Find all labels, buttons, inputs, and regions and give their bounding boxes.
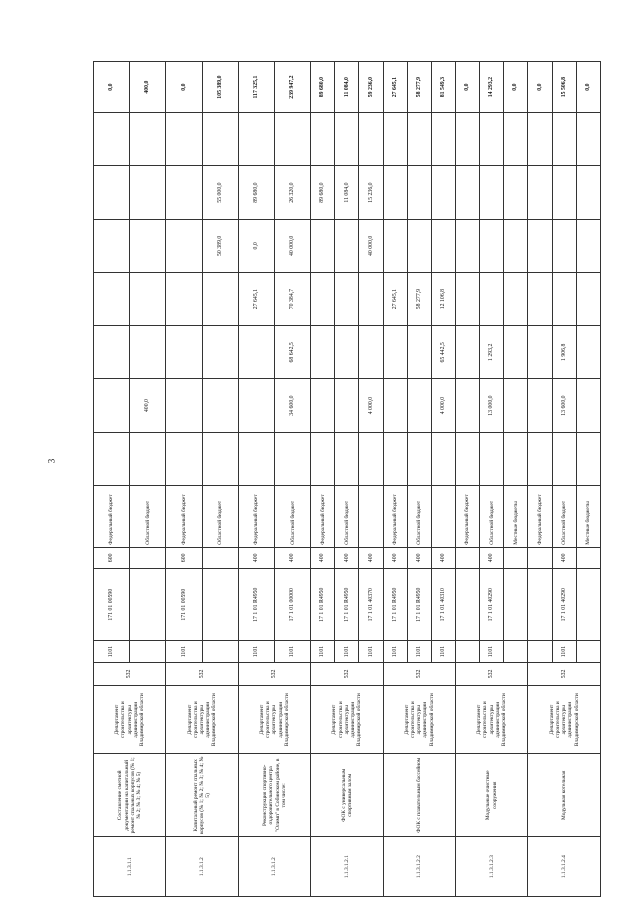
y2014-cell	[94, 432, 130, 485]
name-cell: Капитальный ремонт спальных корпусов (№ 1; № 2; № 3; № 4; № 5)	[166, 754, 238, 837]
source-cell: Областной бюджет	[407, 485, 431, 547]
y2015-cell	[311, 379, 335, 432]
y2020-cell	[275, 113, 311, 166]
grbs-cell: 532	[238, 662, 310, 685]
name-cell: Реконструкция спортивно-оздоровительного центра "Олимп" в Собинском районе, в том числе:	[238, 754, 310, 837]
y2017-cell	[335, 272, 359, 325]
rzpr-cell: 1101	[166, 641, 202, 662]
rzpr-cell: 1101	[94, 641, 130, 662]
total-cell: 400,0	[130, 62, 166, 113]
y2020-cell	[552, 113, 576, 166]
y2014-cell	[480, 432, 504, 485]
total-cell: 59 236,0	[359, 62, 383, 113]
y2019-cell	[407, 166, 431, 219]
vr-cell: 400	[407, 547, 431, 568]
y2017-cell	[576, 272, 600, 325]
y2015-cell: 13 000,0	[480, 379, 504, 432]
grbs-cell: 532	[311, 662, 383, 685]
source-cell: Областной бюджет	[275, 485, 311, 547]
y2014-cell	[383, 432, 407, 485]
y2019-cell	[383, 166, 407, 219]
rzpr-cell	[202, 641, 238, 662]
rzpr-cell: 1101	[275, 641, 311, 662]
total-cell: 11 084,0	[335, 62, 359, 113]
y2020-cell	[130, 113, 166, 166]
source-cell: Федеральный бюджет	[311, 485, 335, 547]
executor-cell: Департамент строительства и архитектуры администрации Владимирской области	[166, 686, 238, 754]
y2018-cell	[94, 219, 130, 272]
vr-cell	[576, 547, 600, 568]
csr-cell	[528, 569, 552, 641]
y2020-cell	[383, 113, 407, 166]
y2020-cell	[311, 113, 335, 166]
total-cell: 239 947,2	[275, 62, 311, 113]
y2018-cell	[576, 219, 600, 272]
y2015-cell: 400,0	[130, 379, 166, 432]
y2018-cell: 40 000,0	[275, 219, 311, 272]
y2020-cell	[528, 113, 552, 166]
csr-cell: 171 01 00590	[166, 569, 202, 641]
name-cell: Модульные очистные сооружения	[456, 754, 528, 837]
code-cell: 1.1.3.1.2.2	[383, 837, 455, 897]
csr-cell: 17 1 01 R4950	[311, 569, 335, 641]
csr-cell: 17 1 01 R4950	[383, 569, 407, 641]
y2016-cell	[238, 326, 274, 379]
y2017-cell	[528, 272, 552, 325]
vr-cell	[528, 547, 552, 568]
source-cell: Местные бюджеты	[576, 485, 600, 547]
y2017-cell: 12 106,8	[431, 272, 455, 325]
y2019-cell	[528, 166, 552, 219]
csr-cell	[130, 569, 166, 641]
y2019-cell: 89 680,0	[238, 166, 274, 219]
y2020-cell	[480, 113, 504, 166]
total-cell: 0,0	[528, 62, 552, 113]
total-cell: 0,0	[166, 62, 202, 113]
rzpr-cell: 1101	[480, 641, 504, 662]
y2020-cell	[238, 113, 274, 166]
rzpr-cell: 1101	[431, 641, 455, 662]
y2017-cell	[480, 272, 504, 325]
y2017-cell	[130, 272, 166, 325]
vr-cell	[202, 547, 238, 568]
y2015-cell	[456, 379, 480, 432]
y2015-cell: 34 600,0	[275, 379, 311, 432]
y2018-cell	[528, 219, 552, 272]
source-cell	[431, 485, 455, 547]
y2018-cell	[311, 219, 335, 272]
csr-cell: 17 1 01 40290	[552, 569, 576, 641]
y2017-cell	[359, 272, 383, 325]
y2019-cell: 26 320,0	[275, 166, 311, 219]
name-cell: Составление сметной документации на капитальный ремонт спальных корпусов (№ 1; № 2; № 3; № 4; № 5)	[94, 754, 166, 837]
csr-cell	[202, 569, 238, 641]
vr-cell: 400	[431, 547, 455, 568]
y2016-cell	[202, 326, 238, 379]
y2019-cell	[504, 166, 528, 219]
vr-cell: 400	[359, 547, 383, 568]
source-cell: Федеральный бюджет	[238, 485, 274, 547]
source-cell: Федеральный бюджет	[456, 485, 480, 547]
grbs-cell: 532	[383, 662, 455, 685]
y2020-cell	[335, 113, 359, 166]
budget-table	[93, 61, 601, 897]
y2017-cell: 27 645,1	[383, 272, 407, 325]
y2018-cell	[407, 219, 431, 272]
y2020-cell	[94, 113, 130, 166]
y2019-cell	[94, 166, 130, 219]
y2016-cell	[166, 326, 202, 379]
y2014-cell	[407, 432, 431, 485]
y2020-cell	[456, 113, 480, 166]
source-cell: Федеральный бюджет	[383, 485, 407, 547]
csr-cell	[576, 569, 600, 641]
y2017-cell	[552, 272, 576, 325]
vr-cell: 600	[94, 547, 130, 568]
y2014-cell	[238, 432, 274, 485]
y2016-cell	[383, 326, 407, 379]
source-cell: Местные бюджеты	[504, 485, 528, 547]
y2015-cell	[238, 379, 274, 432]
y2016-cell: 65 442,5	[431, 326, 455, 379]
y2018-cell	[130, 219, 166, 272]
executor-cell: Департамент строительства и архитектуры администрации Владимирской области	[311, 686, 383, 754]
source-cell: Областной бюджет	[335, 485, 359, 547]
y2018-cell	[383, 219, 407, 272]
y2014-cell	[202, 432, 238, 485]
table-row	[166, 62, 202, 897]
y2018-cell	[552, 219, 576, 272]
y2020-cell	[166, 113, 202, 166]
rzpr-cell	[130, 641, 166, 662]
y2016-cell	[407, 326, 431, 379]
y2017-cell	[456, 272, 480, 325]
name-cell: ФОК с плавательным бассейном	[383, 754, 455, 837]
vr-cell: 400	[311, 547, 335, 568]
y2019-cell	[552, 166, 576, 219]
csr-cell: 17 1 01 R4950	[335, 569, 359, 641]
rzpr-cell	[504, 641, 528, 662]
total-cell: 105 389,0	[202, 62, 238, 113]
total-cell: 58 277,9	[407, 62, 431, 113]
csr-cell: 17 1 01 R4950	[238, 569, 274, 641]
code-cell: 1.1.3.1.2.1	[311, 837, 383, 897]
csr-cell: 17 1 01 40290	[480, 569, 504, 641]
total-cell: 27 645,1	[383, 62, 407, 113]
y2017-cell	[166, 272, 202, 325]
vr-cell	[456, 547, 480, 568]
y2020-cell	[504, 113, 528, 166]
vr-cell: 600	[166, 547, 202, 568]
y2016-cell	[94, 326, 130, 379]
y2014-cell	[130, 432, 166, 485]
name-cell: Модульная котельная	[528, 754, 601, 837]
vr-cell: 400	[335, 547, 359, 568]
y2018-cell: 50 389,0	[202, 219, 238, 272]
y2015-cell: 4 000,0	[359, 379, 383, 432]
y2018-cell	[456, 219, 480, 272]
y2017-cell: 58 277,9	[407, 272, 431, 325]
total-cell: 14 293,2	[480, 62, 504, 113]
source-cell: Областной бюджет	[480, 485, 504, 547]
total-cell: 0,0	[504, 62, 528, 113]
y2014-cell	[456, 432, 480, 485]
y2014-cell	[359, 432, 383, 485]
csr-cell	[504, 569, 528, 641]
csr-cell: 171 01 00590	[94, 569, 130, 641]
total-cell: 0,0	[94, 62, 130, 113]
y2015-cell	[94, 379, 130, 432]
y2015-cell	[335, 379, 359, 432]
y2018-cell	[335, 219, 359, 272]
table-row	[311, 62, 335, 897]
y2015-cell	[528, 379, 552, 432]
y2018-cell: 0,0	[238, 219, 274, 272]
executor-cell: Департамент строительства и архитектуры администрации Владимирской области	[528, 686, 601, 754]
rzpr-cell: 1101	[407, 641, 431, 662]
y2016-cell	[130, 326, 166, 379]
grbs-cell: 532	[166, 662, 238, 685]
code-cell: 1.1.3.1.2.3	[456, 837, 528, 897]
y2019-cell: 89 680,0	[311, 166, 335, 219]
y2019-cell: 11 084,0	[335, 166, 359, 219]
y2014-cell	[335, 432, 359, 485]
y2014-cell	[275, 432, 311, 485]
y2019-cell	[130, 166, 166, 219]
y2016-cell	[504, 326, 528, 379]
y2020-cell	[202, 113, 238, 166]
source-cell: Областной бюджет	[552, 485, 576, 547]
vr-cell	[504, 547, 528, 568]
rzpr-cell: 1101	[335, 641, 359, 662]
total-cell: 81 549,3	[431, 62, 455, 113]
y2015-cell: 4 000,0	[431, 379, 455, 432]
csr-cell: 17 1 01 00000	[275, 569, 311, 641]
y2018-cell	[166, 219, 202, 272]
y2015-cell	[407, 379, 431, 432]
vr-cell: 400	[383, 547, 407, 568]
grbs-cell: 532	[456, 662, 528, 685]
y2016-cell: 1 293,2	[480, 326, 504, 379]
table-row	[238, 62, 274, 897]
source-cell	[359, 485, 383, 547]
y2019-cell: 15 236,0	[359, 166, 383, 219]
table-row	[528, 62, 552, 897]
csr-cell: 17 1 01 R4950	[407, 569, 431, 641]
vr-cell	[130, 547, 166, 568]
y2018-cell	[504, 219, 528, 272]
y2015-cell	[166, 379, 202, 432]
executor-cell: Департамент строительства и архитектуры администрации Владимирской области	[238, 686, 310, 754]
y2018-cell	[431, 219, 455, 272]
y2020-cell	[407, 113, 431, 166]
y2016-cell	[576, 326, 600, 379]
y2017-cell: 70 384,7	[275, 272, 311, 325]
grbs-cell: 532	[94, 662, 166, 685]
rzpr-cell	[528, 641, 552, 662]
source-cell: Областной бюджет	[130, 485, 166, 547]
rzpr-cell	[576, 641, 600, 662]
rzpr-cell: 1101	[238, 641, 274, 662]
y2016-cell	[359, 326, 383, 379]
total-cell: 15 506,8	[552, 62, 576, 113]
source-cell: Областной бюджет	[202, 485, 238, 547]
y2017-cell	[504, 272, 528, 325]
y2016-cell	[311, 326, 335, 379]
rzpr-cell: 1101	[383, 641, 407, 662]
y2015-cell	[383, 379, 407, 432]
grbs-cell: 532	[528, 662, 601, 685]
total-cell: 117 325,1	[238, 62, 274, 113]
y2017-cell	[94, 272, 130, 325]
y2014-cell	[166, 432, 202, 485]
csr-cell: 17 1 01 40310	[431, 569, 455, 641]
y2018-cell: 40 000,0	[359, 219, 383, 272]
y2019-cell	[431, 166, 455, 219]
vr-cell: 400	[238, 547, 274, 568]
total-cell: 0,0	[576, 62, 600, 113]
code-cell: 1.1.3.1.1	[94, 837, 166, 897]
y2020-cell	[576, 113, 600, 166]
y2017-cell: 27 645,1	[238, 272, 274, 325]
y2014-cell	[528, 432, 552, 485]
y2015-cell	[202, 379, 238, 432]
total-cell: 89 680,0	[311, 62, 335, 113]
y2015-cell	[576, 379, 600, 432]
page-number: 3	[46, 458, 57, 464]
y2014-cell	[311, 432, 335, 485]
executor-cell: Департамент строительства и архитектуры администрации Владимирской области	[94, 686, 166, 754]
y2016-cell: 1 906,8	[552, 326, 576, 379]
name-cell: ФОК с универсальным спортивным залом	[311, 754, 383, 837]
rzpr-cell: 1101	[359, 641, 383, 662]
vr-cell: 400	[275, 547, 311, 568]
y2020-cell	[359, 113, 383, 166]
table-row	[94, 62, 130, 897]
table-row	[456, 62, 480, 897]
table-row	[383, 62, 407, 897]
source-cell: Федеральный бюджет	[94, 485, 130, 547]
y2016-cell	[528, 326, 552, 379]
rzpr-cell	[456, 641, 480, 662]
source-cell: Федеральный бюджет	[166, 485, 202, 547]
vr-cell: 400	[480, 547, 504, 568]
y2018-cell	[480, 219, 504, 272]
y2016-cell	[456, 326, 480, 379]
y2019-cell	[456, 166, 480, 219]
y2019-cell	[166, 166, 202, 219]
document-page	[93, 61, 601, 897]
y2020-cell	[431, 113, 455, 166]
code-cell: 1.1.3.1.2	[166, 837, 238, 897]
executor-cell: Департамент строительства и архитектуры администрации Владимирской области	[383, 686, 455, 754]
y2019-cell	[480, 166, 504, 219]
y2014-cell	[552, 432, 576, 485]
y2019-cell	[576, 166, 600, 219]
y2016-cell	[335, 326, 359, 379]
y2017-cell	[202, 272, 238, 325]
y2019-cell: 55 000,0	[202, 166, 238, 219]
y2017-cell	[311, 272, 335, 325]
code-cell: 1.1.3.1.2	[238, 837, 310, 897]
csr-cell	[456, 569, 480, 641]
rzpr-cell: 1101	[552, 641, 576, 662]
y2014-cell	[504, 432, 528, 485]
y2014-cell	[576, 432, 600, 485]
y2016-cell: 68 642,5	[275, 326, 311, 379]
executor-cell: Департамент строительства и архитектуры администрации Владимирской области	[456, 686, 528, 754]
source-cell: Федеральный бюджет	[528, 485, 552, 547]
y2015-cell	[504, 379, 528, 432]
vr-cell: 400	[552, 547, 576, 568]
rzpr-cell: 1101	[311, 641, 335, 662]
y2014-cell	[431, 432, 455, 485]
code-cell: 1.1.3.1.2.4	[528, 837, 601, 897]
y2015-cell: 13 600,0	[552, 379, 576, 432]
table-body	[94, 62, 601, 897]
total-cell: 0,0	[456, 62, 480, 113]
csr-cell: 17 1 01 40370	[359, 569, 383, 641]
